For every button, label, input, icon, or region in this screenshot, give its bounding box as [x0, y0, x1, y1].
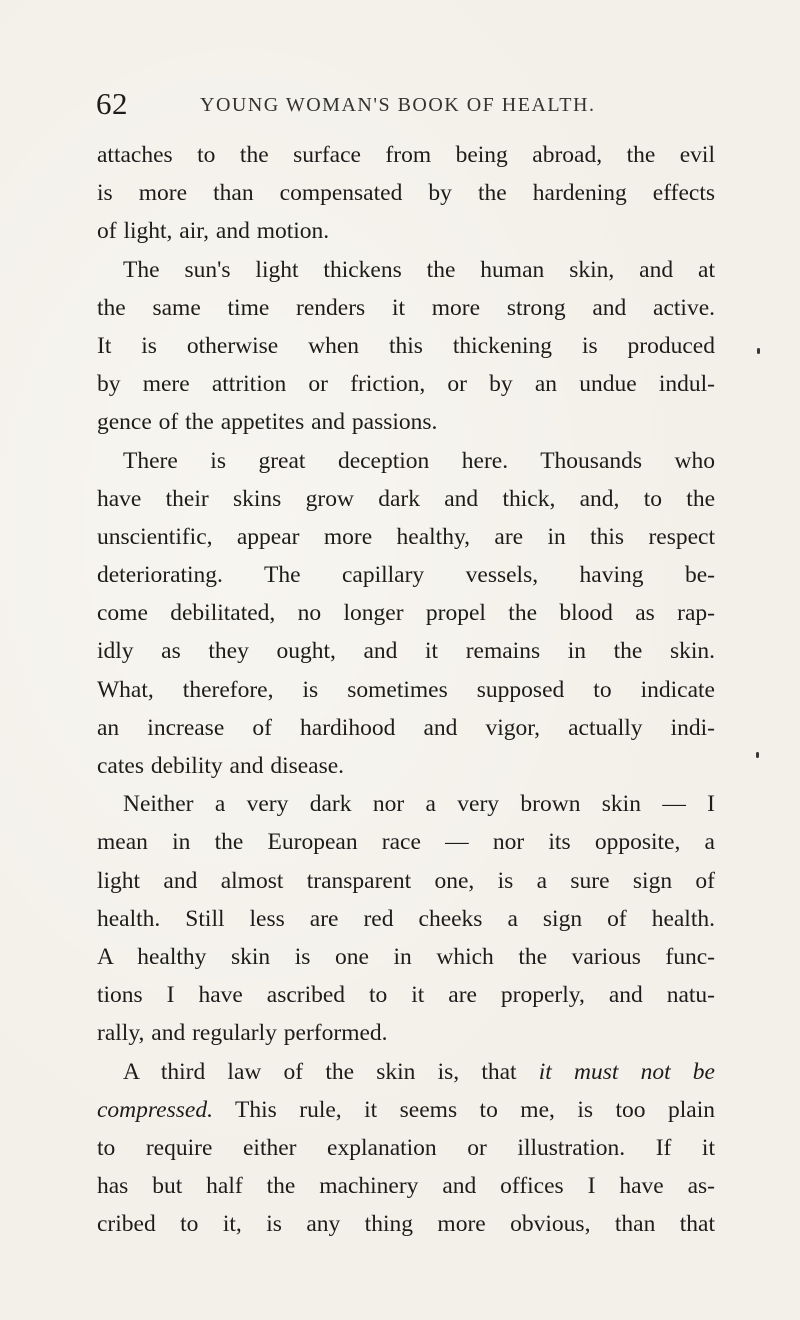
text-line: tions I have ascribed to it are properly, and natu-	[97, 982, 715, 1009]
text-run: A third law of the skin is, that	[123, 1058, 539, 1085]
text-line	[97, 1053, 715, 1091]
italic-text: it must not be	[538, 1058, 715, 1085]
text-line: rally, and regularly performed.	[97, 1020, 388, 1047]
text-line: by mere attrition or friction, or by an undue indul-	[97, 371, 715, 398]
text-line: health. Still less are red cheeks a sign of health.	[97, 905, 715, 932]
body-text	[97, 136, 715, 1243]
text-line: of light, air, and motion.	[97, 218, 330, 245]
ink-speck	[756, 752, 759, 758]
text-line: attaches to the surface from being abroad, the evil	[97, 142, 715, 168]
text-run: This rule, it seems to me, is too plain	[212, 1096, 715, 1123]
page-header	[96, 86, 726, 126]
text-line: to require either explanation or illustration. If it	[97, 1134, 715, 1161]
ink-speck	[757, 348, 760, 354]
text-line: It is otherwise when this thickening is produced	[97, 332, 715, 359]
running-head: YOUNG WOMAN'S BOOK OF HEALTH.	[200, 94, 596, 116]
text-line: has but half the machinery and offices I have as-	[97, 1173, 715, 1200]
text-line: gence of the appetites and passions.	[97, 409, 438, 436]
text-line: idly as they ought, and it remains in the skin.	[97, 638, 715, 665]
text-line: have their skins grow dark and thick, and, to the	[97, 485, 715, 512]
text-line: is more than compensated by the hardening effects	[97, 180, 715, 207]
text-line: A healthy skin is one in which the various func-	[97, 943, 715, 970]
text-line: unscientific, appear more healthy, are in this respect	[97, 523, 715, 550]
text-line: Neither a very dark nor a very brown skin — I	[123, 791, 715, 818]
text-line: The sun's light thickens the human skin, and at	[123, 256, 715, 283]
italic-text: compressed.	[97, 1096, 213, 1123]
text-line: mean in the European race — nor its opposite, a	[97, 829, 715, 856]
text-line: come debilitated, no longer propel the blood as rap-	[97, 600, 715, 627]
text-line: light and almost transparent one, is a sure sign of	[97, 867, 715, 894]
text-line: the same time renders it more strong and active.	[97, 294, 715, 321]
page-number: 62	[96, 86, 128, 121]
text-line: What, therefore, is sometimes supposed to indicate	[97, 676, 715, 703]
text-line: cates debility and disease.	[97, 753, 345, 779]
text-line: There is great deception here. Thousands who	[123, 447, 715, 474]
text-line: cribed to it, is any thing more obvious, than that	[97, 1211, 715, 1238]
text-line: deteriorating. The capillary vessels, having be-	[97, 562, 715, 589]
text-line: an increase of hardihood and vigor, actually indi-	[97, 714, 715, 741]
text-line	[97, 1091, 715, 1129]
